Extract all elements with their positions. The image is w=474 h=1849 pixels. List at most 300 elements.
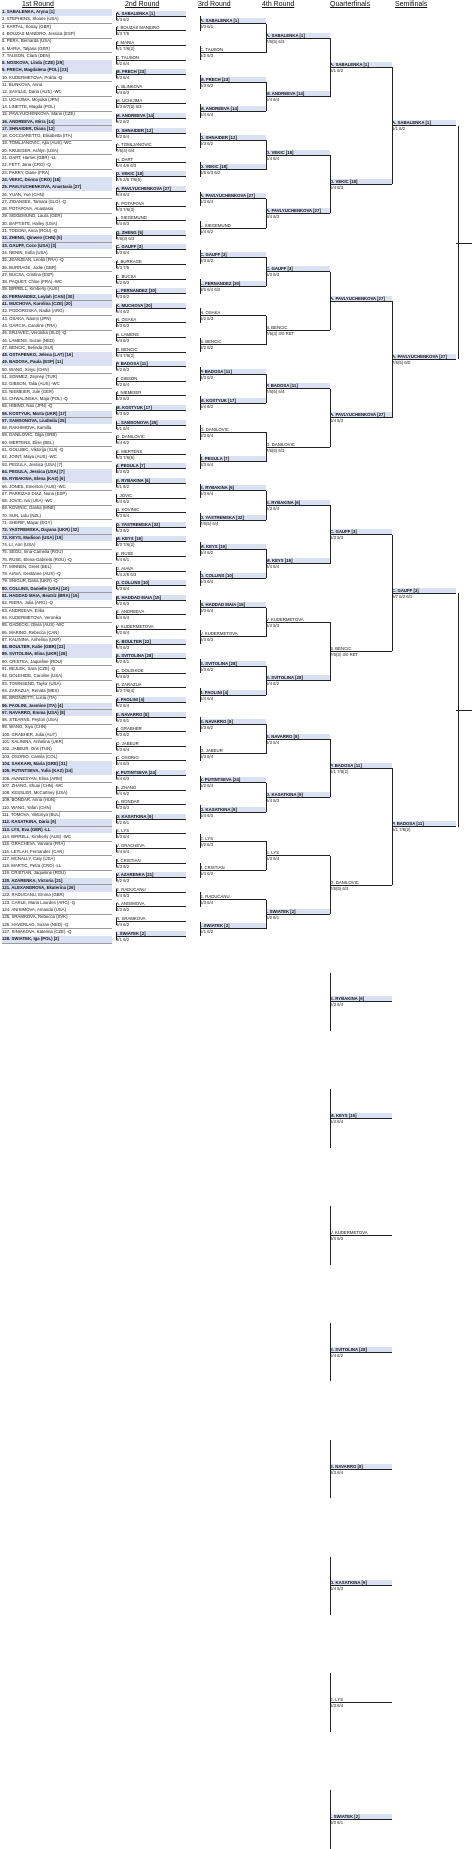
r2-winner: L. FERNANDEZ [30]: [116, 288, 186, 294]
first-round-entry: 117. MCNALLY, Caty (USA): [2, 855, 55, 861]
first-round-entry: 11. BLINKOVA, Anna: [2, 82, 43, 87]
bracket-connector: [116, 348, 117, 355]
bracket-connector: [266, 257, 267, 286]
bracket-connector: [330, 622, 331, 680]
first-round-entry: 119. CRISTIAN, Jaqueline (ROU): [2, 870, 66, 876]
bracket-connector: [266, 24, 267, 53]
bracket-connector: [392, 67, 393, 184]
bracket-connector: [266, 199, 267, 228]
r2-score: 6/1 7/6(2): [116, 46, 135, 51]
bracket-connector: [116, 202, 117, 209]
first-round-entry: 7. TAUSON, Clara (DEN): [2, 52, 51, 58]
r4-winner: P. BADOSA [11]: [266, 383, 330, 389]
first-round-entry: 95. BRONZETTI, Lucia (ITA): [2, 695, 57, 701]
round-header: Quarterfinals: [330, 1, 371, 8]
qf-winner: V. KUDERMETOVA: [330, 1230, 392, 1236]
bracket-connector: [456, 243, 472, 244]
first-round-entry: 42. PODOROSKA, Nadia (ARG): [2, 308, 112, 316]
r4-score: 6/0 6/1: [266, 914, 280, 920]
first-round-entry: 98. STEARNS, Peyton (USA): [2, 717, 112, 725]
r2-winner: D. YASTREMSKA [32]: [116, 522, 186, 528]
r2-winner: D. COLLINS [10]: [116, 580, 186, 586]
r3-winner: N. OSAKA: [200, 310, 266, 316]
r2-winner: P. BADOSA [11]: [116, 361, 186, 367]
r2-winner: C. DOLEHIDE: [116, 668, 186, 674]
r4-score: 6/4 6/2: [266, 681, 280, 687]
qf-winner: E. LYS: [330, 1697, 392, 1703]
bracket-connector: [116, 246, 117, 253]
bracket-connector: [116, 465, 117, 472]
r2-score: 6/4 6/2: [116, 440, 130, 446]
r3-winner: M. KEYS [19]: [200, 544, 266, 550]
r2-winner: S. LAMENS: [116, 332, 186, 338]
bracket-connector: [116, 859, 117, 866]
r3-score: 4/6 6/3 6/2: [200, 170, 221, 176]
first-round-entry: 35. JEANJEAN, Leolia (FRA) -Q: [2, 257, 64, 263]
bracket-connector: [116, 290, 117, 297]
bracket-connector: [266, 666, 267, 695]
r3-winner: O. JABEUR: [200, 748, 266, 754]
bracket-connector: [116, 553, 117, 560]
r3-winner: D. COLLINS [10]: [200, 573, 266, 579]
bracket-connector: [116, 115, 117, 122]
r2-winner: E. RADUCANU: [116, 887, 186, 893]
bracket-connector: [116, 713, 117, 720]
bracket-connector: [116, 56, 117, 63]
r2-score: 6/2 6/1: [116, 819, 130, 825]
bracket-connector: [200, 367, 201, 382]
r3-winner: M. FRECH [23]: [200, 77, 266, 83]
bracket-connector: [116, 801, 117, 808]
r2-winner: M. UCHIJIMA: [116, 98, 186, 104]
bracket-connector: [330, 1206, 331, 1264]
r2-score: 6/3 6/2: [116, 527, 130, 533]
r2-winner: T. MARIA: [116, 40, 186, 46]
first-round-entry: 93. TOWNSEND, Taylor (USA): [2, 680, 61, 686]
first-round-entry: 79. SNIGUR, Daria (UKR) -Q: [2, 578, 58, 584]
r2-winner: I. SWIATEK [2]: [116, 931, 186, 937]
r3-score: 6/3 6/1: [200, 24, 214, 30]
first-round-entry: 91. BEJLEK, Sara (CZE) -Q: [2, 666, 56, 671]
first-round-entry: 9. FRECH, Magdalena (POL) [23]: [2, 67, 112, 74]
r4-winner: A. SABALENKA [1]: [266, 33, 330, 39]
qf-score: 6/0 6/1: [330, 1819, 344, 1825]
qf-result-score: 6/1 7/6(2): [392, 827, 411, 833]
r2-winner: E. LYS: [116, 828, 186, 834]
bracket-connector: [116, 319, 117, 326]
first-round-entry: 86. MARINO, Rebecca (CAN): [2, 630, 112, 638]
r4-score: 6/3 6/3: [266, 272, 280, 278]
first-round-entry: 74. LI, Ann (USA): [2, 542, 112, 550]
first-round-entry: 123. CARLE, Maria Lourdes (ARG) -Q: [2, 899, 76, 905]
qf-score: 6/4 6/2: [330, 1352, 344, 1358]
first-round-entry: 110. WANG, Yafan (CHN): [2, 805, 112, 813]
bracket-connector: [116, 100, 117, 107]
r3-winner: J. CRISTIAN: [200, 865, 266, 871]
bracket-connector: [116, 436, 117, 443]
r2-winner: V. AZARENKA [21]: [116, 872, 186, 878]
r2-winner: K. BOULTER [22]: [116, 639, 186, 645]
bracket-connector: [116, 918, 117, 925]
r2-winner: E. RUSE: [116, 551, 186, 557]
first-round-entry: 33. GAUFF, Coco (USA) [3]: [2, 243, 112, 250]
r4-score: 6/4 6/4: [266, 97, 280, 103]
bracket-connector: [330, 1557, 331, 1615]
first-round-entry: 54. CHWALINSKA, Maja (POL) -Q: [2, 396, 112, 404]
r2-score: 6/3 6/4: [116, 250, 130, 256]
r2-score: 6/2 6/1: [116, 717, 130, 723]
bracket-connector: [266, 783, 267, 812]
r2-score: 6/3 6/3: [116, 469, 130, 475]
r3-winner: E. SVITOLINA [28]: [200, 661, 266, 667]
bracket-connector: [330, 272, 331, 330]
r2-winner: J. BOUZAS MANEIRO: [116, 25, 186, 31]
r2-winner: C. OSORIO: [116, 755, 186, 761]
bracket-connector: [330, 38, 331, 96]
qf-score: 6/4 6/3: [330, 184, 344, 190]
bracket-connector: [200, 571, 201, 586]
r2-score: 6/3 7/6(5): [116, 454, 135, 460]
r3-winner: Y. PUTINTSEVA [24]: [200, 777, 266, 783]
bracket-connector: [116, 757, 117, 764]
bracket-connector: [116, 830, 117, 837]
r2-winner: J. NIEMEIER: [116, 390, 186, 396]
bracket-connector: [116, 451, 117, 458]
bracket-connector: [200, 746, 201, 761]
bracket-connector: [200, 717, 201, 732]
first-round-entry: 46. LAMENS, Suzan (NED): [2, 338, 112, 346]
r4-score: 6/3 6/4: [266, 856, 280, 862]
bracket-connector: [200, 308, 201, 323]
first-round-entry: 68. JOVIC, Iva (USA) -WC: [2, 498, 112, 506]
r3-score: 6/1 6/2: [200, 929, 214, 935]
r2-winner: C. GAUFF [3]: [116, 244, 186, 250]
first-round-entry: 44. GARCIA, Caroline (FRA): [2, 323, 112, 331]
r2-winner: R. ZARAZUA: [116, 682, 186, 688]
r2-winner: Q. ZHENG [5]: [116, 230, 186, 236]
first-round-entry: 124. ANISIMOVA, Amanda (USA): [2, 907, 112, 915]
first-round-entry: 72. YASTREMSKA, Dayana (UKR) [32]: [2, 527, 112, 535]
r2-winner: E. SVITOLINA [28]: [116, 653, 186, 659]
first-round-entry: 83. ANDREEVA, Erika: [2, 607, 45, 613]
r3-winner: E. RYBAKINA [6]: [200, 485, 266, 491]
first-round-entry: 22. FETT, Jana (CRO) -Q: [2, 162, 112, 170]
bracket-connector: [116, 480, 117, 487]
r2-score: 6/2 6/3: [116, 279, 130, 285]
round-header: 1st Round: [22, 1, 54, 8]
bracket-connector: [200, 776, 201, 791]
bracket-connector: [200, 484, 201, 499]
r2-score: 6/2 6/4: [116, 381, 130, 387]
r2-score: 6/3 7/6(4): [116, 688, 135, 694]
r2-score: 6/4 7/6(2): [116, 352, 135, 358]
r2-winner: A. BLINKOVA: [116, 84, 186, 90]
r4-winner: E. RYBAKINA [6]: [266, 500, 330, 506]
r3-winner: B. BENCIC: [200, 339, 266, 345]
first-round-entry: 111. TOMOVA, Viktoriya (BUL): [2, 812, 61, 817]
first-round-entry: 64. PEGULA, Jessica (USA) [7]: [2, 469, 112, 477]
first-round-entry: 87. KALININA, Anhelina (UKR): [2, 636, 61, 642]
first-round-entry: 60. MERTENS, Elise (BEL): [2, 440, 112, 448]
r2-winner: C. BUCSA: [116, 274, 186, 280]
r2-winner: R. SRAMKOVA: [116, 916, 186, 922]
bracket-connector: [116, 684, 117, 691]
first-round-entry: 23. PARRY, Diane (FRA): [2, 169, 50, 175]
r2-winner: V. KUDERMETOVA: [116, 624, 186, 630]
r2-winner: E. NAVARRO [8]: [116, 712, 186, 718]
first-round-entry: 12. SAVILLE, Daria (AUS) -WC: [2, 89, 112, 97]
bracket-connector: [116, 173, 117, 180]
first-round-entry: 2. STEPHENS, Sloane (USA): [2, 16, 112, 24]
r2-score: 6/3 6/4: [116, 75, 130, 81]
r2-score: 6/3 6/3: [116, 323, 130, 329]
r2-winner: K. MUCHOVA [20]: [116, 303, 186, 309]
r2-score: 6/4 2/6 6/3: [116, 571, 137, 577]
r2-score: 6/3 6/2: [116, 16, 130, 22]
qf-score: 6/4 6/4: [330, 1119, 344, 1125]
r2-winner: J. CRISTIAN: [116, 858, 186, 864]
first-round-entry: 40. FERNANDEZ, Leylah (CAN) [30]: [2, 294, 112, 302]
bracket-connector: [116, 86, 117, 93]
qf-result-winner: A. PAVLYUCHENKOVA [27]: [392, 354, 456, 360]
r2-winner: N. OSAKA: [116, 317, 186, 323]
r4-winner: O. DANILOVIC: [266, 442, 330, 448]
r3-winner: M. KOSTYUK [17]: [200, 398, 266, 404]
qf-score: 6/3 6/3: [330, 535, 344, 541]
bracket-connector: [330, 1089, 331, 1147]
bracket-connector: [116, 889, 117, 896]
bracket-connector: [116, 407, 117, 414]
r2-score: 6/2 6/3: [116, 600, 130, 606]
r3-score: 6/3 6/4: [200, 900, 214, 906]
r3-score: 6/2 6/2: [200, 345, 214, 351]
bracket-connector: [116, 305, 117, 312]
bracket-connector: [200, 659, 201, 674]
r3-score: 6/2 6/3: [200, 841, 214, 847]
r3-winner: C. GAUFF [3]: [200, 252, 266, 258]
bracket-connector: [200, 46, 201, 61]
first-round-entry: 78. AIAVA, Destanee (AUS) -Q: [2, 571, 112, 579]
r3-score: 6/2 6/3: [200, 53, 214, 59]
first-round-entry: 105. PUTINTSEVA, Yulia (KAZ) [24]: [2, 768, 112, 775]
first-round-entry: 1. SABALENKA, Aryna [1]: [2, 9, 112, 16]
r2-score: 6/4 6/3: [116, 89, 130, 95]
first-round-entry: 29. SIEGEMUND, Laura (GER): [2, 213, 62, 219]
r4-winner: M. KEYS [19]: [266, 558, 330, 564]
r2-winner: L. SIEGEMUND: [116, 215, 186, 221]
first-round-entry: 126. HAVERLAG, Suzan (NED) -Q: [2, 922, 112, 930]
r4-score: 7/6(5) 6/3: [266, 447, 285, 453]
r4-score: 7/6(5) 6/4: [266, 389, 285, 395]
bracket-connector: [200, 922, 201, 937]
r2-score: 6/4 6/2: [116, 922, 130, 927]
bracket-connector: [116, 903, 117, 910]
bracket-connector: [116, 743, 117, 750]
r2-score: 6/2 6/4: [116, 133, 130, 139]
r2-score: 6/3 7/6(3): [116, 206, 135, 212]
r3-score: 6/3 6/4: [200, 608, 214, 614]
first-round-entry: 107. ZHANG, Shuai (CHN) -WC: [2, 782, 64, 788]
bracket-connector: [330, 1673, 331, 1731]
bracket-connector: [330, 856, 331, 914]
first-round-entry: 108. KESSLER, McCartney (USA): [2, 790, 112, 798]
bracket-connector: [200, 630, 201, 645]
r2-winner: B. HADDAD MAIA [15]: [116, 595, 186, 601]
bracket-connector: [116, 728, 117, 735]
r2-score: 6/2 6/4: [116, 703, 130, 708]
bracket-connector: [266, 82, 267, 111]
first-round-entry: 104. SAKKARI, Maria (GRE) [31]: [2, 761, 112, 769]
r3-score: 6/3 6/2: [200, 724, 214, 730]
bracket-connector: [200, 396, 201, 411]
r2-winner: J. PEGULA [7]: [116, 463, 186, 469]
bracket-connector: [116, 159, 117, 166]
r2-winner: D. KOVINIC: [116, 507, 186, 513]
first-round-entry: 30. BAPTISTE, Hailey (USA): [2, 221, 112, 229]
bracket-connector: [116, 42, 117, 49]
bracket-connector: [266, 491, 267, 520]
first-round-entry: 114. BIRRELL, Kimberly (AUS) -WC: [2, 834, 112, 842]
bracket-connector: [200, 513, 201, 528]
round-header: 2nd Round: [125, 1, 160, 8]
qf-score: 6/1 7/6(2): [330, 768, 349, 774]
r3-score: 6/4 6/4: [200, 695, 214, 701]
r2-score: 6/4 6/3: [116, 338, 130, 343]
bracket-connector: [116, 626, 117, 633]
first-round-entry: 82. RIERA, Julia (ARG) -Q: [2, 600, 112, 608]
first-round-entry: 97. NAVARRO, Emma (USA) [8]: [2, 710, 112, 717]
bracket-connector: [116, 538, 117, 545]
bracket-connector: [330, 739, 331, 797]
first-round-entry: 50. WANG, Xinyu (CHN): [2, 367, 112, 375]
bracket-connector: [116, 188, 117, 195]
r2-score: 6/4 6/3: [116, 673, 130, 679]
r2-winner: O. DANILOVIC: [116, 434, 186, 440]
first-round-entry: 34. NENIN, Sofia (USA): [2, 250, 112, 258]
r4-score: 6/4 6/4: [266, 155, 280, 161]
bracket-connector: [330, 505, 331, 563]
bracket-connector: [116, 509, 117, 516]
bracket-connector: [266, 432, 267, 461]
first-round-entry: 73. KEYS, Madison (USA) [19]: [2, 535, 112, 542]
r2-winner: O. JABEUR: [116, 741, 186, 747]
first-round-entry: 56. KOSTYUK, Marta (UKR) [17]: [2, 411, 112, 419]
r3-score: 6/4 6/2: [200, 403, 214, 409]
r3-winner: I. SWIATEK [2]: [200, 923, 266, 929]
first-round-entry: 88. BOULTER, Katie (GBR) [22]: [2, 644, 112, 652]
round-header: 3rd Round: [198, 1, 231, 8]
first-round-entry: 59. DANILOVIC, Olga (SRB): [2, 432, 57, 438]
r3-winner: B. HADDAD MAIA [15]: [200, 602, 266, 608]
r2-score: 6/4 6/3: [116, 761, 130, 767]
r2-score: 7/6(3) 6/3: [116, 235, 135, 241]
first-round-entry: 99. WANG, Xiyu (CHN): [2, 724, 47, 730]
r2-score: 6/3 6/2: [116, 411, 130, 416]
first-round-entry: 66. JONES, Emerson (AUS) -WC: [2, 484, 112, 492]
qf-winner: E. SVITOLINA [28]: [330, 1347, 392, 1353]
r3-winner: D. VEKIC [18]: [200, 164, 266, 170]
r4-winner: E. NAVARRO [8]: [266, 734, 330, 740]
bracket-connector: [456, 710, 472, 711]
r2-score: 6/4 6/3: [116, 892, 130, 898]
qf-winner: B. BENCIC: [330, 646, 392, 652]
r2-score: 6/1 6/4: [116, 425, 130, 431]
bracket-connector: [116, 363, 117, 370]
r2-winner: E. MERTENS: [116, 449, 186, 455]
first-round-entry: 43. OSAKA, Naomi (JPN): [2, 315, 51, 321]
r2-score: 6/3 6/2: [116, 907, 130, 913]
r3-score: 3/6 6/4 6/2: [200, 286, 221, 292]
r2-score: 6/4 6/3: [116, 644, 130, 650]
bracket-connector: [116, 655, 117, 662]
bracket-connector: [116, 640, 117, 647]
first-round-entry: 115. GRACHEVA, Varvara (FRA): [2, 841, 65, 847]
qf-winner: E. RYBAKINA [6]: [330, 996, 392, 1002]
qf-result-winner: C. GAUFF [3]: [392, 588, 456, 594]
bracket-connector: [116, 845, 117, 852]
r2-score: 6/2 6/4: [116, 60, 130, 66]
r4-score: 6/3 6/4: [266, 739, 280, 745]
first-round-entry: 38. PAQUET, Chloe (FRA) -WC: [2, 279, 112, 287]
bracket-connector: [200, 279, 201, 294]
first-round-entry: 85. GADECKI, Olivia (AUS) -WC: [2, 622, 65, 628]
qf-winner: A. PAVLYUCHENKOVA [27]: [330, 296, 392, 302]
r3-winner: D. SHNAIDER [12]: [200, 135, 266, 141]
first-round-entry: 48. OSTAPENKO, Jelena (LAT) [16]: [2, 352, 112, 360]
r2-score: 6/4 6/3: [116, 776, 130, 781]
r3-score: 6/4 6/2: [200, 549, 214, 555]
qf-score: 6/4 6/3: [330, 1586, 344, 1592]
bracket-connector: [116, 582, 117, 589]
r2-score: 6/3 6/3: [116, 805, 130, 811]
r2-winner: M. FRECH [23]: [116, 69, 186, 75]
first-round-entry: 28. POTAPOVA, Anastasia: [2, 206, 112, 214]
first-round-entry: 27. ZIDANSEK, Tamara (SLO) -Q: [2, 198, 66, 204]
r3-winner: P. BADOSA [11]: [200, 369, 266, 375]
qf-winner: E. NAVARRO [8]: [330, 1464, 392, 1470]
qf-score: 6/4 6/3: [330, 1235, 344, 1241]
first-round-entry: 62. JOINT, Maya (AUS) -WC: [2, 454, 112, 462]
qf-score: 6/3 6/4: [330, 1469, 344, 1475]
r2-score: 6/3 7/6(2): [116, 542, 135, 548]
bracket-connector: [116, 786, 117, 793]
first-round-entry: 57. SAMSONOVA, Liudmila [25]: [2, 418, 112, 425]
r2-winner: T. GIBSON: [116, 376, 186, 382]
first-round-entry: 45. ERJAVEC, Veronika (SLO) -Q: [2, 330, 67, 336]
r4-score: 6/4 6/3: [266, 213, 280, 219]
r2-winner: S. ZHANG: [116, 785, 186, 791]
qf-result-score: 6/1 6/2: [392, 126, 406, 132]
bracket-connector: [116, 232, 117, 239]
bracket-connector: [116, 217, 117, 224]
r2-score: 6/3 6/4: [116, 746, 130, 752]
first-round-entry: 69. KOVINIC, Danka (MNE): [2, 505, 56, 511]
r3-winner: O. DANILOVIC: [200, 427, 266, 433]
bracket-connector: [116, 816, 117, 823]
r4-score: 7/6(5) 6/3: [266, 38, 285, 44]
first-round-entry: 71. SHERIF, Mayar (EGY): [2, 520, 52, 525]
r3-winner: A. SABALENKA [1]: [200, 18, 266, 24]
r3-winner: A. PAVLYUCHENKOVA [27]: [200, 193, 266, 199]
r2-winner: J. PAOLINI [4]: [116, 697, 186, 703]
qf-winner: C. GAUFF [3]: [330, 529, 392, 535]
bracket-connector: [116, 275, 117, 282]
r4-winner: D. VEKIC [18]: [266, 150, 330, 156]
r2-winner: J. GRABHER: [116, 726, 186, 732]
first-round-entry: 24. VEKIC, Donna (CRO) [18]: [2, 177, 112, 185]
r3-winner: J. PEGULA [7]: [200, 456, 266, 462]
bracket-connector: [392, 535, 393, 652]
